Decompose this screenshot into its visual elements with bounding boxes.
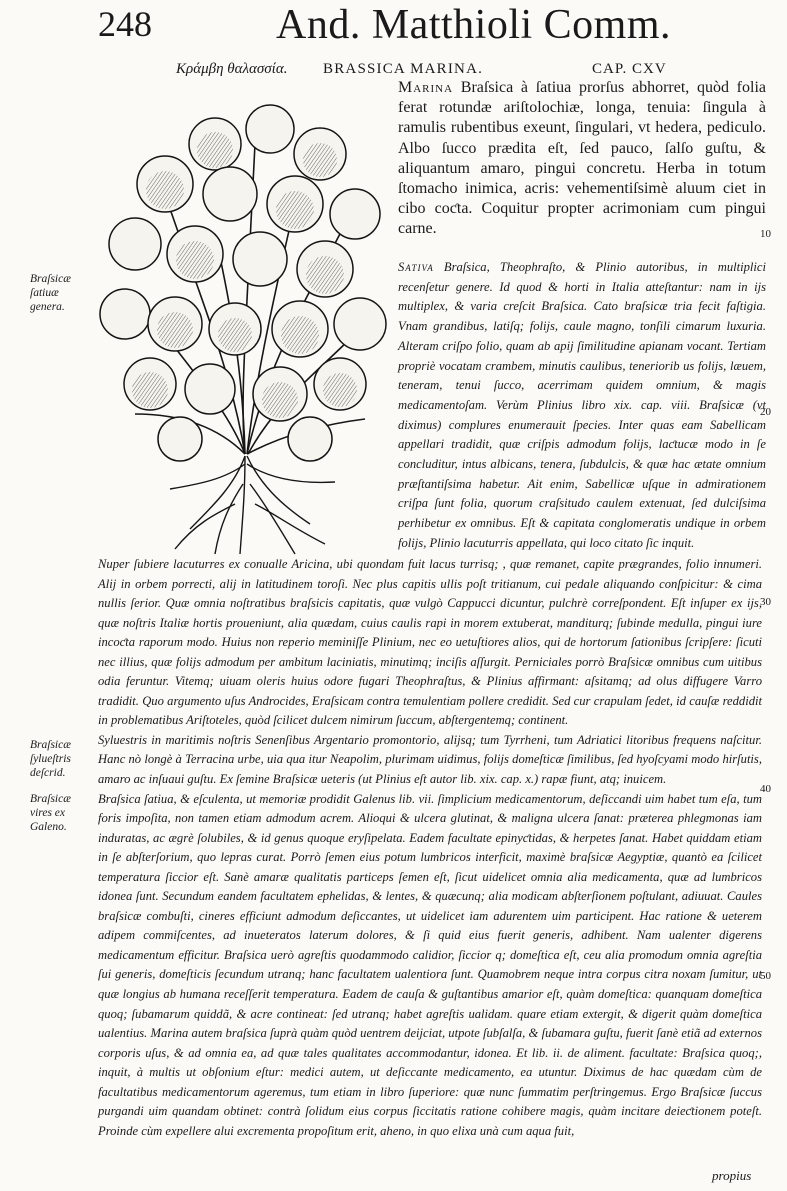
line-number: 50 <box>760 970 771 982</box>
latin-title: BRASSICA MARINA. <box>323 61 484 77</box>
vires-paragraph: Braſsica ſatiua, & eſculenta, ut memoriæ prodidit Galenus lib. vii. ſimplicium medicamentorum, deſiccandi uim habet tum eſa, tum foris impoſita, non tamen etiam admodum acrem. Alioqui & ulcera glutinat, & maligna ulcera ſanat: præterea phlegmonas iam induratas, ac ægrè ſolubiles, & id genus quoque eryſipelata. Eadem facultate epinyƈtidas, & herpetes ſanat. Habet quiddam etiam in ſe abſterſorium, quo lepras curat. Porrò ſemen eius potum lumbricos interficit, maximè braſsicæ Aegyptiæ, quantò ea ſcilicet temperatura ſiccior eſt. Sanè amaræ qualitatis particeps ſemen eſt, ſicut uidelicet omnia alia medicamenta, quæ ad lumbricos idonea ſunt. Secundum eandem facultatem ephelidas, & lentes, & quæcunq; alia modicam abſterſionem poſtulant, adiuuat. Caules braſsicæ combuſti, cineres efficiunt admodum deſiccantes, ut uidelicet iam adurentem uim participent. Hac ratione & ueterem adipem commiſcentes, ad inueteratos laterum dolores, & ſi quid eius fuerit generis, adhibent. Nam ualenter digerens medicamentum efficitur. Braſsica uerò agreſtis quodammodo calidior, ſiccior q; domeſtica eſt, ceu alia promodum omnia agreſtia ſui generis, domeſticis ſecundum utranq; hanc facultatem ualentiora ſunt. Quamobrem neque intra corpus citra noxam ſumitur, ut quæ longius ab humana receſſerit temperatura. Eadem de cauſa & guſtantibus amarior eſt, quàm domeſtica: quanquam domeſtica quoq; ſubamarum quiddã, & acre contineat: ſed utranq; habet agreſtis ualidam. quare etiam extergit, & digerit quàm domeſtica ualentius. Marina autem braſsica ſuprà quàm quòd uentrem deijciat, utpote ſubſalſa, & ſubamara guſtu, fuerit ſanè etiã ad externos corporis uſus, & ad omnia ea, ad quæ tales qualitates accommodantur, idonea. Et lib. ii. de aliment. facultate: Braſsica quoq;, inquit, à multis ut obſonium eſtur: medici autem, ut deſiccante medicamento, ea utuntur. Diximus de hac quædam cùm de facultatibus medicamentorum ageremus, tum etiam in libro ſuperiore: quæ nunc ſummatim perſtringemus. Ergo Braſsicæ ſuccus purgandi uim quandam obtinet: contrà ſolidum eius corpus ſiccitatis ratione cohibere magis, quàm incitare deieƈtionem poteſt. Proinde cùm expellere alui excrementa propoſitum erit, aheno, in quo elixa unà cum aqua fuit, <box>98 791 762 1138</box>
chapter-number: CAP. CXV <box>592 61 667 77</box>
marina-text: Braſsica à ſatiua prorſus abhorret, quòd folia ferat rotundæ ariſtolochiæ, longa, tenuia: ſingula à ramulis rubentibus exeunt, ſingulari, vt hedera, pediculo. Albo ſucco prædita eſt, ſed pauco, ſalſo guſtu, & aliquantum amaro, pingui concretu. Herba in totum ſtomacho inimica, acris: vehementiſsimè aluum ciet in cibo coƈta. Coquitur propter acrimoniam cum pingui carne. <box>398 79 766 238</box>
sativa-paragraph <box>398 258 766 554</box>
sylvestris-paragraph: Syluestris in maritimis noſtris Senenſibus Argentario promontorio, alijsq; tum Tyrrheni, tum Adriatici litoribus frequens naſcitur. Hanc nò longè à Terracina urbe, uia qua itur Neapolim, plurimam uidimus, folijs domeſticæ ſimilibus, ſed hyoſcyami modo hirſutis, amaro ac inſuaui guſtu. Ex ſemine Braſsicæ ueteris (ut Plinius eſt autor lib. xix. cap. x.) rapæ fiunt, atq; inuicem. <box>98 732 762 787</box>
plant-woodcut-illustration <box>95 84 391 564</box>
sidenote-genera: Braſsicæ ſatiuæ genera. <box>30 273 71 313</box>
marina-lead: Marina <box>398 79 454 96</box>
marina-paragraph <box>398 78 766 240</box>
line-number: 10 <box>760 228 771 240</box>
full-width-text <box>98 555 762 1141</box>
line-number: 40 <box>760 783 771 795</box>
line-number: 20 <box>760 406 771 418</box>
line-number: 30 <box>760 596 771 608</box>
sativa-lead: Sativa <box>398 260 434 274</box>
greek-title: Κράμβη θαλασσία. <box>176 61 288 77</box>
sidenote-vires: Braſsicæ vires ex Galeno. <box>30 793 71 833</box>
sidenote-sylvestris: Braſsicæ ſylueſtris deſcrid. <box>30 739 71 779</box>
catchword: propius <box>712 1168 752 1183</box>
page-number: 248 <box>98 4 152 44</box>
sativa-text: Braſsica, Theophraſto, & Plinio autoribus, in multiplici recenſetur genere. Id quod & horti in Italia atteſtantur: nam in ijs multiplex, & varia creſcit Braſsica. Cato braſsicæ tria fecit faſtigia. Vnam grandibus, latiſq; folijs, caule magno, tonſili cimarum luxuria. Alteram criſpo folio, quam ab apij ſimilitudine apianam vocant. Tertiam propriè vocatam crambem, minutis caulibus, teneriorib us folijs, læuem, teneram, tenui ſucco, acerrimam quidem omnium, & magis medicamentoſam. Verùm Plinius libro xix. cap. viii. Braſsicæ (vt diximus) complures enumerauit ſpecies. Inter quas eam Sabellicam appellari tradidit, quæ criſpis admodum folijs, laƈtucæ modo in ſe concluditur, intus albicans, tenera, ſubdulcis, & quæ hac ætate omnium præſtantiſsima habetur. Ait enim, Sabellicæ uſque in admirationem criſpa ſunt folia, quorum craſsitudo caulem extenuat, ſed dulciſsima perhibetur ex omnibus. Eſt & capitata conglomeratis undique in orbem folijs, Plinio lacuturris appellata, qui loco citato ſic inquit. <box>398 260 766 550</box>
running-head: And. Matthioli Comm. <box>276 2 672 48</box>
lacuturres-paragraph: Nuper ſubiere lacuturres ex conualle Aricina, ubi quondam fuit lacus turrisq; , quæ remanet, capite prægrandes, folio innumeri. Alij in orbem porrecti, alij in latitudinem toroſi. Nec plus capitis ullis poſt tritianum, cui pedale aliquando conſpicitur: & cima nullis ſerior. Quæ omnia noſtratibus braſsicis capitatis, quæ vulgò Cappucci dicuntur, pulchrè correſpondent. Eſt inſuper ex ijs, quæ noſtris Italiæ hortis proueniunt, alia quædam, cuius caulis rapi in morem extuberat, manditurq; ſubinde medulla, pingui iure incoƈta raporum modo. Huius non reperio meminiſſe Plinium, nec eo uetuſtiores alios, qui de hortorum ſationibus ſcripſere: ſicuti nec illius, quæ folijs admodum per ambitum laciniatis, minutimq; inciſis aſſurgit. Perniciales porrò Braſsicæ omnibus cum uitibus odia feruntur. Vitemq; uiuam oleris huius odore fugari Theophraſtus, & Plinius affirmant: aſsitamq; ad olus diffugere Varro tradidit. Quo argumento uſus Androcides, Eraſsicam contra temulentiam pollere credidit. Sed cur crapulam ſedet, id cauſæ reddidit in problematibus Ariſtoteles, quòd ſcilicet dulcem nimirum ſuccum, abſtergentemq; continent. <box>98 557 762 728</box>
